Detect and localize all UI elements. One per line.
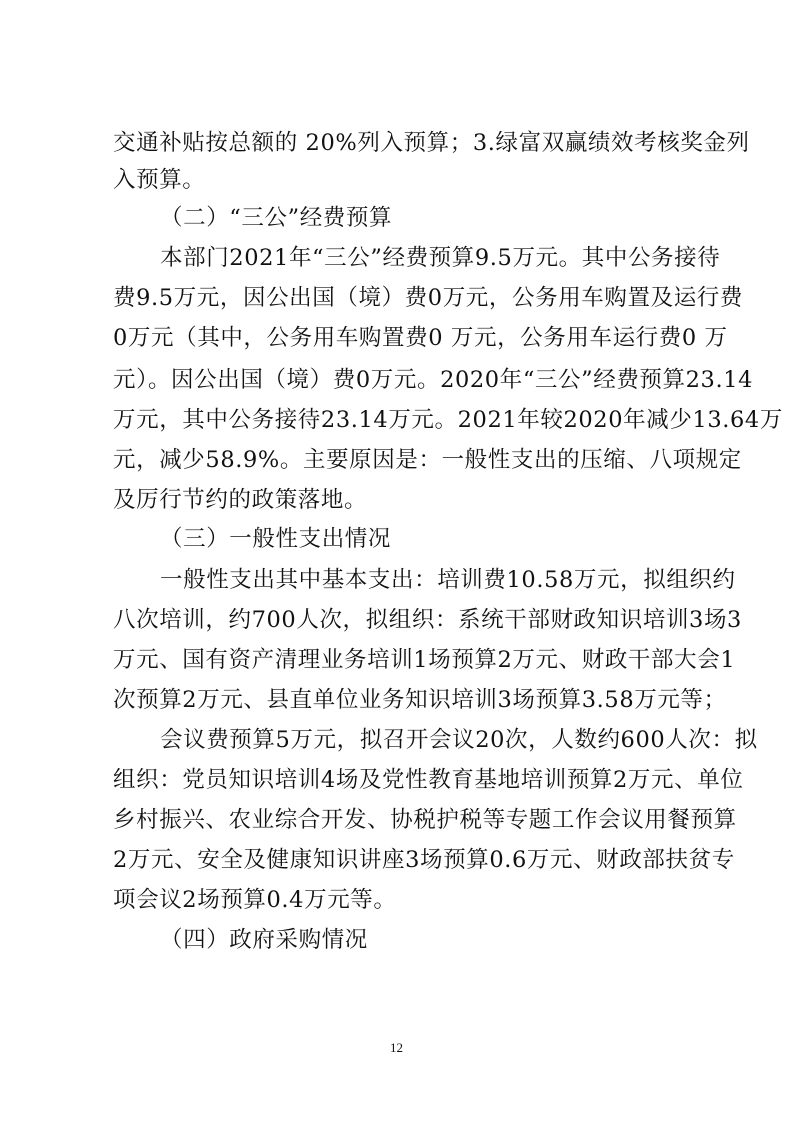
text-line: 交通补贴按总额的 20%列入预算；3.绿富双赢绩效考核奖金列 — [113, 130, 750, 156]
section-heading-san-gong: （二）“三公”经费预算 — [160, 205, 393, 231]
text-line: 八次培训，约700人次，拟组织：系统干部财政知识培训3场3 — [113, 607, 742, 633]
page-number: 12 — [390, 1040, 403, 1055]
text-line: 本部门2021年“三公”经费预算9.5万元。其中公务接待 — [160, 245, 721, 271]
text-line: 及厉行节约的政策落地。 — [113, 487, 368, 513]
text-line: 费9.5万元，因公出国（境）费0万元，公务用车购置及运行费 — [113, 285, 743, 311]
text-line: 入预算。 — [113, 167, 206, 193]
text-line: 元，减少58.9%。主要原因是：一般性支出的压缩、八项规定 — [113, 447, 742, 473]
text-line: 一般性支出其中基本支出：培训费10.58万元，拟组织约 — [160, 567, 736, 593]
section-heading-government-procurement: （四）政府采购情况 — [160, 927, 368, 953]
text-line: 乡村振兴、农业综合开发、协税护税等专题工作会议用餐预算 — [113, 807, 737, 833]
text-line: 会议费预算5万元，拟召开会议20次，人数约600人次：拟 — [160, 727, 758, 753]
text-line: 2万元、安全及健康知识讲座3场预算0.6万元、财政部扶贫专 — [113, 847, 735, 873]
text-line: 万元，其中公务接待23.14万元。2021年较2020年减少13.64万 — [113, 407, 783, 433]
text-line: 组织：党员知识培训4场及党性教育基地培训预算2万元、单位 — [113, 767, 744, 793]
text-line: 0万元（其中，公务用车购置费0 万元，公务用车运行费0 万 — [113, 325, 728, 351]
text-line: 次预算2万元、县直单位业务知识培训3场预算3.58万元等； — [113, 687, 727, 713]
text-line: 项会议2场预算0.4万元等。 — [113, 887, 397, 913]
text-line: 元）。因公出国（境）费0万元。2020年“三公”经费预算23.14 — [113, 367, 754, 393]
section-heading-general-expenditure: （三）一般性支出情况 — [160, 526, 392, 552]
text-line: 万元、国有资产清理业务培训1场预算2万元、财政干部大会1 — [113, 647, 736, 673]
